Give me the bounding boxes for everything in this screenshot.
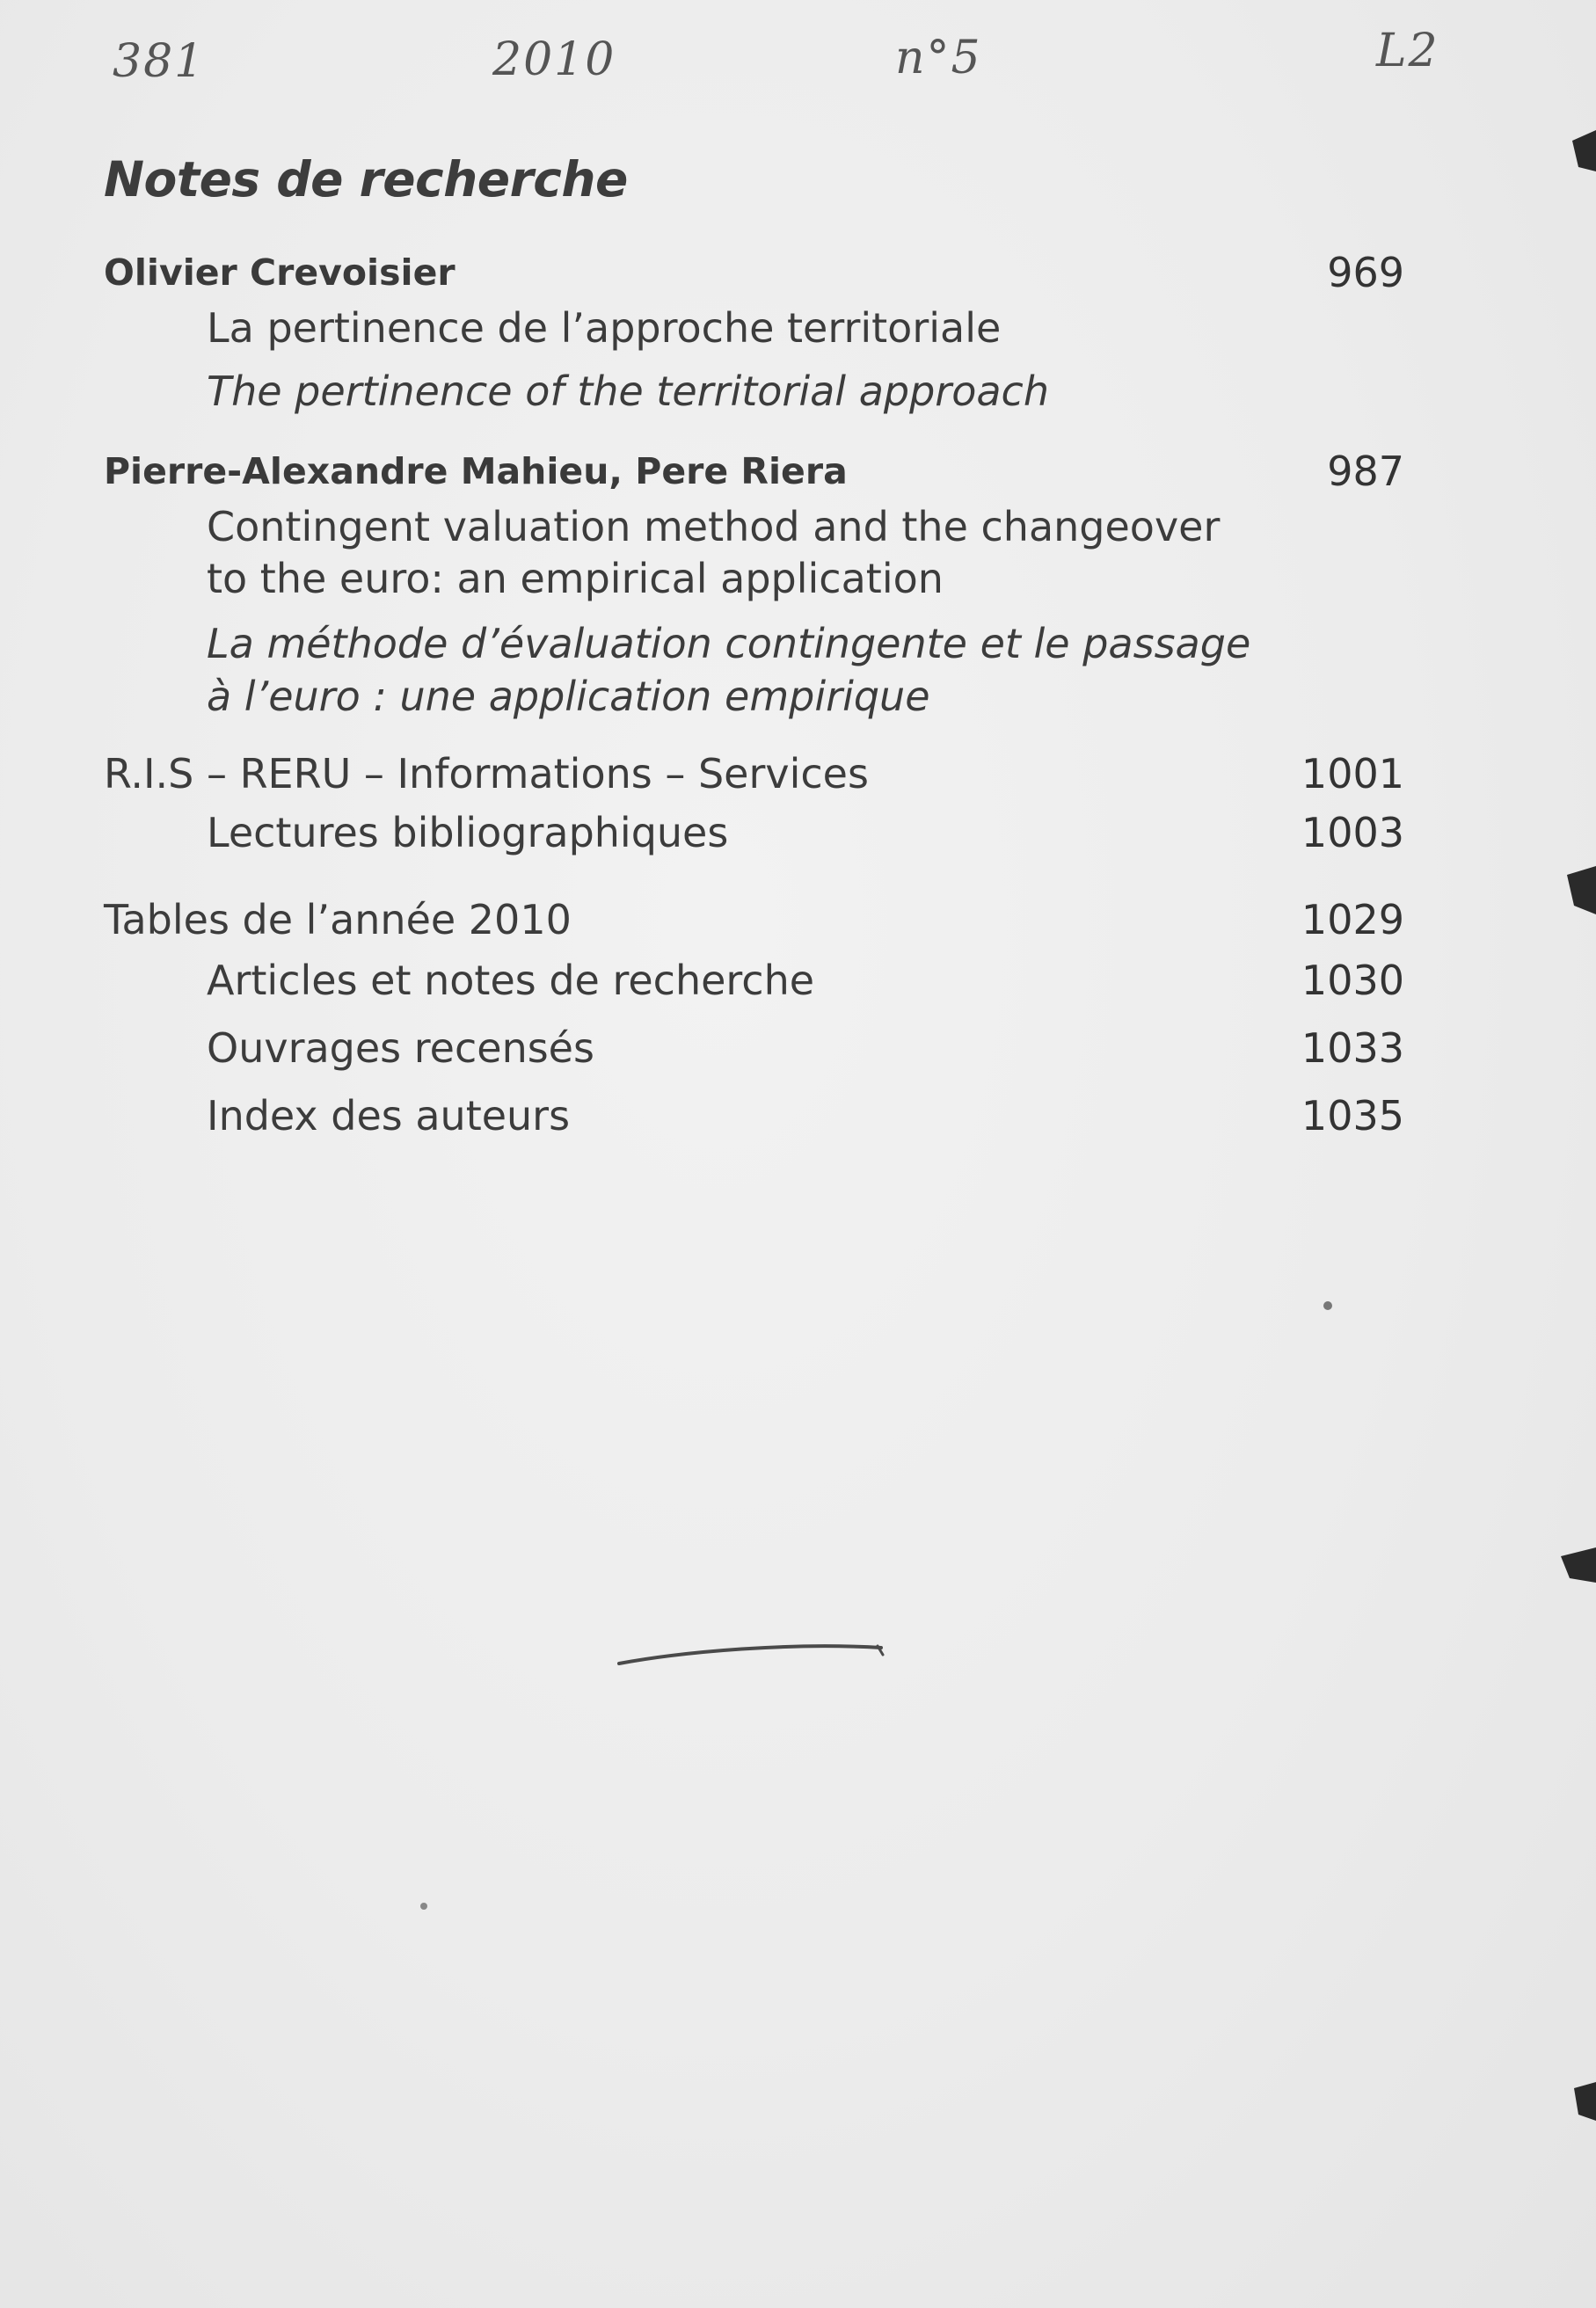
tables-item-page-number: 1030	[1301, 957, 1404, 1004]
entry-title-fr-line1: La méthode d’évaluation contingente et le passage	[207, 620, 1251, 667]
entry-title-fr: La pertinence de l’approche territoriale	[207, 304, 1002, 352]
tables-item: Ouvrages recensés	[207, 1024, 594, 1072]
tables-item-page-number: 1035	[1301, 1092, 1404, 1139]
tables-item: Articles et notes de recherche	[207, 957, 815, 1004]
section-title: Notes de recherche	[104, 151, 628, 208]
handwritten-note: L2	[1376, 25, 1439, 77]
tables-heading: Tables de l’année 2010	[104, 896, 572, 943]
ris-sub-page-number: 1003	[1301, 809, 1404, 856]
entry-title-en: The pertinence of the territorial approach	[207, 368, 1049, 415]
tables-item-page-number: 1033	[1301, 1024, 1404, 1072]
entry-author: Pierre-Alexandre Mahieu, Pere Riera	[104, 450, 848, 492]
ris-heading: R.I.S – RERU – Informations – Services	[104, 750, 869, 797]
entry-page-number: 987	[1327, 448, 1404, 495]
handwritten-stroke	[616, 1635, 888, 1671]
entry-page-number: 969	[1327, 249, 1404, 296]
entry-title-en-line1: Contingent valuation method and the changeover	[207, 503, 1221, 550]
ris-sub-label: Lectures bibliographiques	[207, 809, 729, 856]
entry-author: Olivier Crevoisier	[104, 251, 455, 294]
ris-page-number: 1001	[1301, 750, 1404, 797]
tables-item: Index des auteurs	[207, 1092, 571, 1139]
entry-title-en-line2: to the euro: an empirical application	[207, 555, 944, 602]
handwritten-note: 381	[113, 35, 206, 88]
tables-page-number: 1029	[1301, 896, 1404, 943]
handwritten-note: 2010	[492, 33, 616, 86]
entry-title-fr-line2: à l’euro : une application empirique	[207, 673, 930, 720]
handwritten-note: n°5	[895, 32, 982, 84]
